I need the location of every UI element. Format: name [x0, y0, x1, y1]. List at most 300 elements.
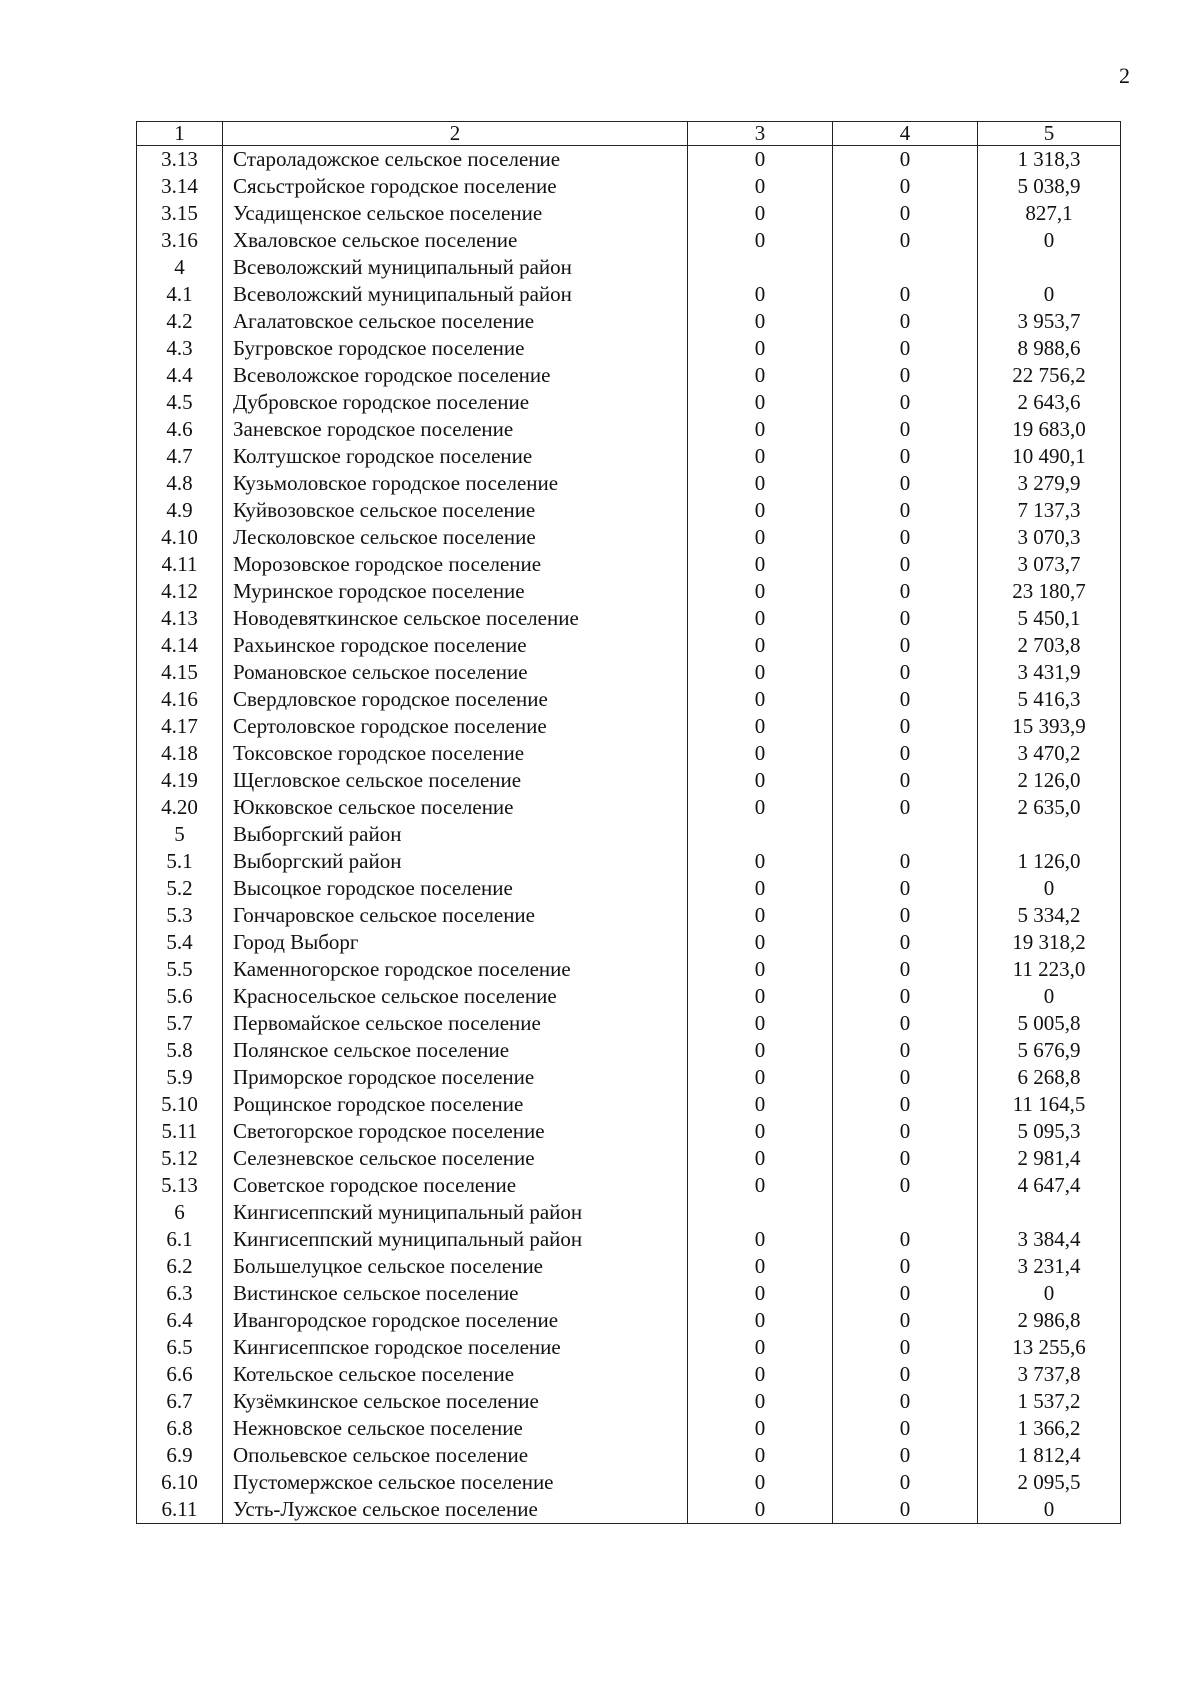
row-number: 4.14 — [137, 632, 223, 659]
row-col-3: 0 — [688, 551, 833, 578]
row-col-5: 0 — [978, 281, 1121, 308]
row-col-5: 5 005,8 — [978, 1010, 1121, 1037]
row-col-5: 15 393,9 — [978, 713, 1121, 740]
row-number: 5.13 — [137, 1172, 223, 1199]
row-name: Светогорское городское поселение — [223, 1118, 688, 1145]
row-col-5: 3 431,9 — [978, 659, 1121, 686]
table-row — [137, 1010, 1121, 1037]
row-number: 5.6 — [137, 983, 223, 1010]
table-row — [137, 1361, 1121, 1388]
row-col-3: 0 — [688, 713, 833, 740]
row-col-5: 1 126,0 — [978, 848, 1121, 875]
header-col-2: 2 — [223, 122, 688, 146]
table-row — [137, 740, 1121, 767]
row-name: Город Выборг — [223, 929, 688, 956]
row-col-4: 0 — [833, 794, 978, 821]
row-col-3: 0 — [688, 173, 833, 200]
row-name: Селезневское сельское поселение — [223, 1145, 688, 1172]
row-number: 6.9 — [137, 1442, 223, 1469]
row-col-5: 2 126,0 — [978, 767, 1121, 794]
row-number: 4.2 — [137, 308, 223, 335]
row-col-5: 2 703,8 — [978, 632, 1121, 659]
row-col-4: 0 — [833, 416, 978, 443]
row-col-4: 0 — [833, 1307, 978, 1334]
row-col-4: 0 — [833, 308, 978, 335]
row-col-5: 3 384,4 — [978, 1226, 1121, 1253]
row-col-5: 3 231,4 — [978, 1253, 1121, 1280]
table-row — [137, 1496, 1121, 1524]
row-name: Красносельское сельское поселение — [223, 983, 688, 1010]
row-col-5: 0 — [978, 875, 1121, 902]
table-row — [137, 281, 1121, 308]
table-row — [137, 389, 1121, 416]
table-row — [137, 227, 1121, 254]
row-col-3: 0 — [688, 443, 833, 470]
table-row — [137, 848, 1121, 875]
table-row — [137, 1199, 1121, 1226]
table-row — [137, 686, 1121, 713]
table-row — [137, 1415, 1121, 1442]
row-number: 4.10 — [137, 524, 223, 551]
row-col-4: 0 — [833, 1172, 978, 1199]
row-col-5: 0 — [978, 1280, 1121, 1307]
row-col-5: 3 070,3 — [978, 524, 1121, 551]
row-col-3 — [688, 1199, 833, 1226]
row-name: Советское городское поселение — [223, 1172, 688, 1199]
row-name: Гончаровское сельское поселение — [223, 902, 688, 929]
row-col-3: 0 — [688, 281, 833, 308]
row-number: 5.5 — [137, 956, 223, 983]
row-name: Котельское сельское поселение — [223, 1361, 688, 1388]
row-name: Сясьстройское городское поселение — [223, 173, 688, 200]
row-col-3: 0 — [688, 524, 833, 551]
row-col-3: 0 — [688, 1415, 833, 1442]
table-row — [137, 1064, 1121, 1091]
row-col-3: 0 — [688, 1280, 833, 1307]
row-col-3: 0 — [688, 1172, 833, 1199]
row-name: Полянское сельское поселение — [223, 1037, 688, 1064]
row-name: Бугровское городское поселение — [223, 335, 688, 362]
row-col-4: 0 — [833, 1091, 978, 1118]
row-name: Каменногорское городское поселение — [223, 956, 688, 983]
row-number: 3.16 — [137, 227, 223, 254]
row-name: Кингисеппское городское поселение — [223, 1334, 688, 1361]
table-row — [137, 713, 1121, 740]
row-col-3: 0 — [688, 470, 833, 497]
row-number: 6.6 — [137, 1361, 223, 1388]
row-col-4: 0 — [833, 1226, 978, 1253]
row-col-4: 0 — [833, 848, 978, 875]
table-row — [137, 1442, 1121, 1469]
row-name: Ивангородское городское поселение — [223, 1307, 688, 1334]
row-name: Выборгский район — [223, 821, 688, 848]
row-col-3: 0 — [688, 227, 833, 254]
row-col-4 — [833, 254, 978, 281]
row-col-3: 0 — [688, 1118, 833, 1145]
row-col-3: 0 — [688, 362, 833, 389]
row-col-4: 0 — [833, 1469, 978, 1496]
row-number: 5.12 — [137, 1145, 223, 1172]
row-col-3: 0 — [688, 1145, 833, 1172]
row-col-3: 0 — [688, 1064, 833, 1091]
row-number: 4.3 — [137, 335, 223, 362]
row-col-4: 0 — [833, 335, 978, 362]
row-number: 5 — [137, 821, 223, 848]
row-col-3: 0 — [688, 1469, 833, 1496]
row-name: Агалатовское сельское поселение — [223, 308, 688, 335]
row-col-3: 0 — [688, 956, 833, 983]
row-name: Рахьинское городское поселение — [223, 632, 688, 659]
table-row — [137, 1037, 1121, 1064]
header-col-3: 3 — [688, 122, 833, 146]
row-name: Юкковское сельское поселение — [223, 794, 688, 821]
row-col-3: 0 — [688, 1226, 833, 1253]
page-number: 2 — [1119, 63, 1130, 88]
row-col-4: 0 — [833, 1280, 978, 1307]
row-col-5: 5 676,9 — [978, 1037, 1121, 1064]
table-row — [137, 1307, 1121, 1334]
row-col-3: 0 — [688, 929, 833, 956]
row-col-5: 5 334,2 — [978, 902, 1121, 929]
row-number: 4.13 — [137, 605, 223, 632]
row-number: 4.8 — [137, 470, 223, 497]
row-col-3: 0 — [688, 200, 833, 227]
row-number: 4.7 — [137, 443, 223, 470]
row-name: Усть-Лужское сельское поселение — [223, 1496, 688, 1524]
row-number: 6.11 — [137, 1496, 223, 1524]
row-col-5: 2 986,8 — [978, 1307, 1121, 1334]
header-row — [137, 122, 1121, 146]
row-name: Всеволожский муниципальный район — [223, 254, 688, 281]
row-col-4: 0 — [833, 659, 978, 686]
row-name: Опольевское сельское поселение — [223, 1442, 688, 1469]
row-col-4: 0 — [833, 1388, 978, 1415]
row-col-5: 0 — [978, 1496, 1121, 1524]
row-col-4: 0 — [833, 1334, 978, 1361]
table-row — [137, 173, 1121, 200]
row-col-4: 0 — [833, 1118, 978, 1145]
row-name: Свердловское городское поселение — [223, 686, 688, 713]
row-col-5: 6 268,8 — [978, 1064, 1121, 1091]
row-col-4: 0 — [833, 929, 978, 956]
row-col-3: 0 — [688, 335, 833, 362]
row-col-5: 3 737,8 — [978, 1361, 1121, 1388]
row-name: Морозовское городское поселение — [223, 551, 688, 578]
row-col-4: 0 — [833, 389, 978, 416]
row-col-3: 0 — [688, 983, 833, 1010]
row-col-5: 19 683,0 — [978, 416, 1121, 443]
row-col-4: 0 — [833, 1064, 978, 1091]
row-number: 4.19 — [137, 767, 223, 794]
row-col-5: 5 450,1 — [978, 605, 1121, 632]
row-col-4: 0 — [833, 1253, 978, 1280]
row-col-5: 13 255,6 — [978, 1334, 1121, 1361]
row-number: 4.20 — [137, 794, 223, 821]
row-col-5: 0 — [978, 227, 1121, 254]
row-col-3: 0 — [688, 1334, 833, 1361]
row-name: Высоцкое городское поселение — [223, 875, 688, 902]
row-col-4: 0 — [833, 443, 978, 470]
row-name: Пустомержское сельское поселение — [223, 1469, 688, 1496]
row-col-5: 11 164,5 — [978, 1091, 1121, 1118]
row-number: 5.7 — [137, 1010, 223, 1037]
row-col-5: 1 812,4 — [978, 1442, 1121, 1469]
table-row — [137, 929, 1121, 956]
row-col-5: 19 318,2 — [978, 929, 1121, 956]
row-col-4: 0 — [833, 1010, 978, 1037]
row-col-3: 0 — [688, 389, 833, 416]
row-number: 4.9 — [137, 497, 223, 524]
row-col-3: 0 — [688, 416, 833, 443]
row-col-4: 0 — [833, 767, 978, 794]
row-col-3: 0 — [688, 1253, 833, 1280]
row-name: Сертоловское городское поселение — [223, 713, 688, 740]
table-row — [137, 1253, 1121, 1280]
row-col-5: 23 180,7 — [978, 578, 1121, 605]
row-col-4: 0 — [833, 281, 978, 308]
row-col-3: 0 — [688, 1361, 833, 1388]
table-row — [137, 443, 1121, 470]
row-col-4: 0 — [833, 605, 978, 632]
row-col-3: 0 — [688, 1010, 833, 1037]
row-number: 5.4 — [137, 929, 223, 956]
row-number: 5.8 — [137, 1037, 223, 1064]
table-row — [137, 335, 1121, 362]
table-row — [137, 1469, 1121, 1496]
table-body — [137, 146, 1121, 1524]
row-col-3 — [688, 821, 833, 848]
row-name: Вистинское сельское поселение — [223, 1280, 688, 1307]
table-row — [137, 902, 1121, 929]
row-col-4: 0 — [833, 713, 978, 740]
row-number: 4.6 — [137, 416, 223, 443]
data-table — [136, 121, 1121, 1524]
table-row — [137, 200, 1121, 227]
row-col-4: 0 — [833, 227, 978, 254]
row-number: 6.7 — [137, 1388, 223, 1415]
row-name: Хваловское сельское поселение — [223, 227, 688, 254]
row-name: Куйвозовское сельское поселение — [223, 497, 688, 524]
table-row — [137, 1280, 1121, 1307]
table-row — [137, 362, 1121, 389]
row-name: Выборгский район — [223, 848, 688, 875]
row-col-3: 0 — [688, 605, 833, 632]
row-col-4: 0 — [833, 902, 978, 929]
row-col-5: 4 647,4 — [978, 1172, 1121, 1199]
row-name: Всеволожское городское поселение — [223, 362, 688, 389]
row-name: Муринское городское поселение — [223, 578, 688, 605]
row-col-5: 2 095,5 — [978, 1469, 1121, 1496]
row-col-3: 0 — [688, 659, 833, 686]
row-number: 6.8 — [137, 1415, 223, 1442]
row-col-3: 0 — [688, 1442, 833, 1469]
row-col-5: 5 416,3 — [978, 686, 1121, 713]
row-col-3 — [688, 254, 833, 281]
row-col-5: 22 756,2 — [978, 362, 1121, 389]
row-col-4: 0 — [833, 1037, 978, 1064]
row-number: 3.15 — [137, 200, 223, 227]
table-row — [137, 983, 1121, 1010]
table-row — [137, 659, 1121, 686]
table-row — [137, 551, 1121, 578]
row-name: Токсовское городское поселение — [223, 740, 688, 767]
row-col-5 — [978, 254, 1121, 281]
row-col-5: 1 366,2 — [978, 1415, 1121, 1442]
header-col-4: 4 — [833, 122, 978, 146]
row-col-4: 0 — [833, 1442, 978, 1469]
row-name: Староладожское сельское поселение — [223, 146, 688, 174]
table-row — [137, 1388, 1121, 1415]
row-name: Щегловское сельское поселение — [223, 767, 688, 794]
table-row — [137, 1091, 1121, 1118]
row-col-3: 0 — [688, 1037, 833, 1064]
row-col-5: 827,1 — [978, 200, 1121, 227]
row-col-3: 0 — [688, 848, 833, 875]
row-name: Лесколовское сельское поселение — [223, 524, 688, 551]
row-col-5: 2 643,6 — [978, 389, 1121, 416]
row-col-4: 0 — [833, 200, 978, 227]
table-row — [137, 1334, 1121, 1361]
row-col-5: 3 073,7 — [978, 551, 1121, 578]
row-col-4: 0 — [833, 1361, 978, 1388]
row-number: 5.1 — [137, 848, 223, 875]
row-col-5: 3 470,2 — [978, 740, 1121, 767]
row-number: 6.5 — [137, 1334, 223, 1361]
row-col-4: 0 — [833, 470, 978, 497]
header-col-1: 1 — [137, 122, 223, 146]
row-number: 5.3 — [137, 902, 223, 929]
row-col-3: 0 — [688, 1496, 833, 1524]
row-col-3: 0 — [688, 1091, 833, 1118]
row-name: Колтушское городское поселение — [223, 443, 688, 470]
row-number: 5.10 — [137, 1091, 223, 1118]
row-col-5: 2 981,4 — [978, 1145, 1121, 1172]
row-number: 5.9 — [137, 1064, 223, 1091]
row-col-4: 0 — [833, 686, 978, 713]
row-col-3: 0 — [688, 875, 833, 902]
row-number: 4 — [137, 254, 223, 281]
row-col-3: 0 — [688, 1307, 833, 1334]
row-number: 4.18 — [137, 740, 223, 767]
row-name: Первомайское сельское поселение — [223, 1010, 688, 1037]
row-col-5: 3 953,7 — [978, 308, 1121, 335]
row-number: 5.2 — [137, 875, 223, 902]
row-col-4: 0 — [833, 1415, 978, 1442]
row-name: Нежновское сельское поселение — [223, 1415, 688, 1442]
row-col-4 — [833, 821, 978, 848]
row-name: Дубровское городское поселение — [223, 389, 688, 416]
row-name: Кингисеппский муниципальный район — [223, 1199, 688, 1226]
row-number: 4.5 — [137, 389, 223, 416]
row-col-4: 0 — [833, 983, 978, 1010]
row-col-3: 0 — [688, 794, 833, 821]
row-number: 6.2 — [137, 1253, 223, 1280]
table-row — [137, 794, 1121, 821]
row-number: 6 — [137, 1199, 223, 1226]
table-row — [137, 605, 1121, 632]
row-col-5: 10 490,1 — [978, 443, 1121, 470]
row-name: Кингисеппский муниципальный район — [223, 1226, 688, 1253]
row-col-3: 0 — [688, 767, 833, 794]
row-col-4: 0 — [833, 740, 978, 767]
table-row — [137, 146, 1121, 174]
row-col-5: 8 988,6 — [978, 335, 1121, 362]
table-row — [137, 470, 1121, 497]
table-header — [137, 122, 1121, 146]
row-number: 4.15 — [137, 659, 223, 686]
row-number: 3.13 — [137, 146, 223, 174]
row-col-3: 0 — [688, 146, 833, 174]
header-col-5: 5 — [978, 122, 1121, 146]
table-row — [137, 1172, 1121, 1199]
row-col-4: 0 — [833, 497, 978, 524]
table-row — [137, 1145, 1121, 1172]
row-col-5: 5 095,3 — [978, 1118, 1121, 1145]
row-name: Новодевяткинское сельское поселение — [223, 605, 688, 632]
row-number: 6.10 — [137, 1469, 223, 1496]
row-col-3: 0 — [688, 902, 833, 929]
row-col-5: 3 279,9 — [978, 470, 1121, 497]
table-row — [137, 767, 1121, 794]
row-number: 4.16 — [137, 686, 223, 713]
row-col-5: 0 — [978, 983, 1121, 1010]
row-col-4: 0 — [833, 551, 978, 578]
row-col-4: 0 — [833, 632, 978, 659]
row-number: 4.17 — [137, 713, 223, 740]
row-col-4 — [833, 1199, 978, 1226]
row-col-4: 0 — [833, 1145, 978, 1172]
table-row — [137, 632, 1121, 659]
row-col-5: 7 137,3 — [978, 497, 1121, 524]
table-row — [137, 308, 1121, 335]
row-name: Большелуцкое сельское поселение — [223, 1253, 688, 1280]
row-col-4: 0 — [833, 146, 978, 174]
row-col-3: 0 — [688, 1388, 833, 1415]
table-row — [137, 416, 1121, 443]
row-col-5 — [978, 821, 1121, 848]
row-name: Кузьмоловское городское поселение — [223, 470, 688, 497]
row-number: 4.1 — [137, 281, 223, 308]
row-col-3: 0 — [688, 497, 833, 524]
row-name: Кузёмкинское сельское поселение — [223, 1388, 688, 1415]
table-row — [137, 821, 1121, 848]
row-col-4: 0 — [833, 173, 978, 200]
row-number: 4.11 — [137, 551, 223, 578]
table-row — [137, 524, 1121, 551]
row-col-5: 2 635,0 — [978, 794, 1121, 821]
row-name: Приморское городское поселение — [223, 1064, 688, 1091]
row-number: 6.1 — [137, 1226, 223, 1253]
table-row — [137, 956, 1121, 983]
row-number: 6.3 — [137, 1280, 223, 1307]
row-col-4: 0 — [833, 578, 978, 605]
row-number: 4.12 — [137, 578, 223, 605]
row-col-4: 0 — [833, 362, 978, 389]
row-name: Романовское сельское поселение — [223, 659, 688, 686]
table-row — [137, 497, 1121, 524]
row-number: 5.11 — [137, 1118, 223, 1145]
row-col-3: 0 — [688, 686, 833, 713]
row-name: Рощинское городское поселение — [223, 1091, 688, 1118]
row-number: 6.4 — [137, 1307, 223, 1334]
row-col-3: 0 — [688, 578, 833, 605]
row-col-4: 0 — [833, 524, 978, 551]
row-col-3: 0 — [688, 308, 833, 335]
table-row — [137, 578, 1121, 605]
row-col-5: 5 038,9 — [978, 173, 1121, 200]
row-col-5 — [978, 1199, 1121, 1226]
table-row — [137, 1226, 1121, 1253]
